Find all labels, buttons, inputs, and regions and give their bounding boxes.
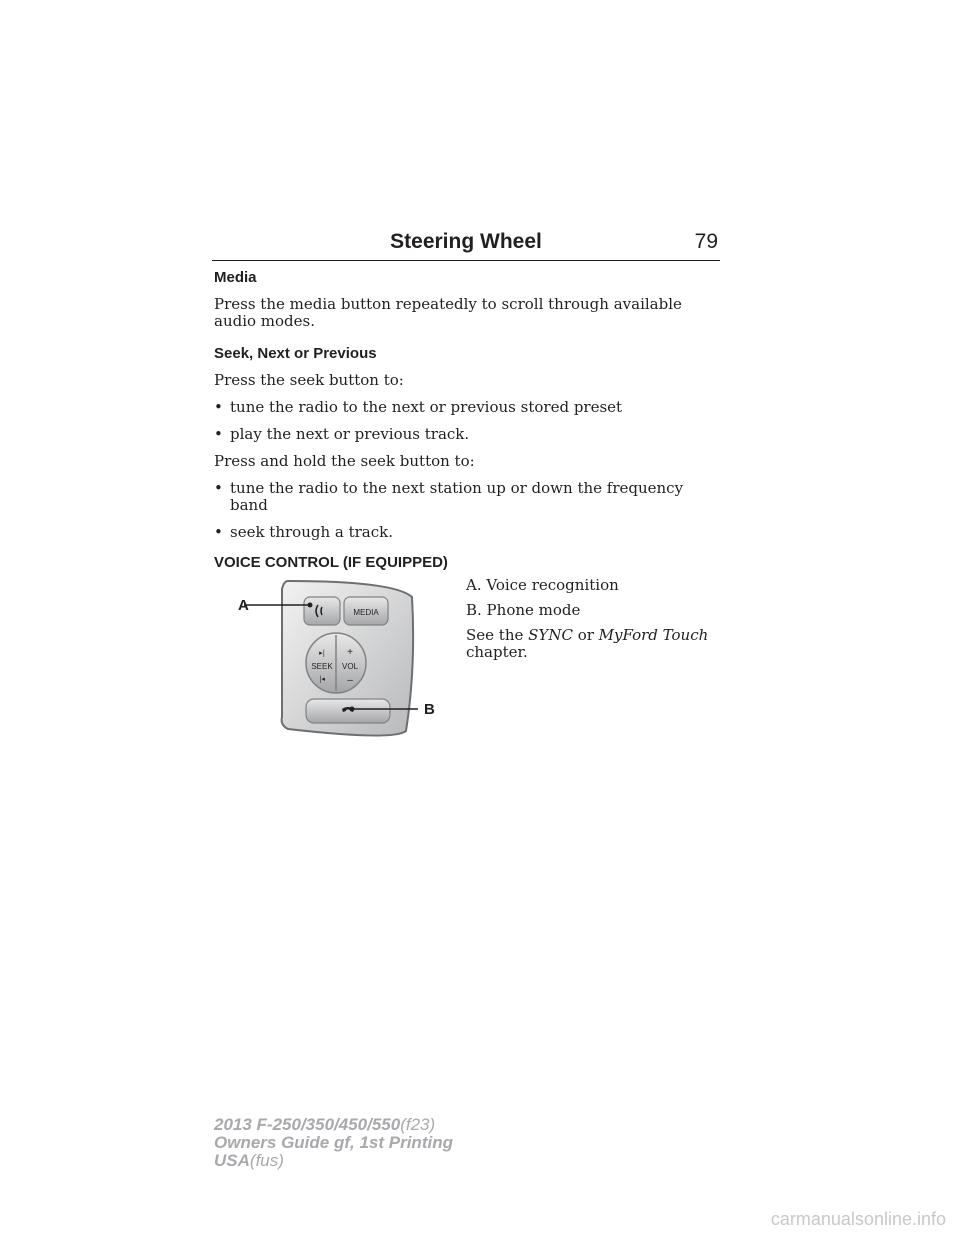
page-footer	[214, 1116, 453, 1170]
volume-up-icon: +	[347, 647, 353, 658]
next-track-icon: ▸|	[319, 649, 325, 657]
phone-button	[306, 699, 390, 723]
callout-label-b: B	[424, 701, 435, 718]
vol-label: VOL	[341, 662, 359, 671]
voice-button	[304, 597, 340, 625]
watermark: carmanualsonline.info	[770, 1209, 946, 1229]
section-title: Steering Wheel	[390, 230, 542, 253]
list-item: • play the next or previous track.	[214, 425, 470, 443]
seek-hold-intro: Press and hold the seek button to:	[214, 452, 475, 470]
list-item: • seek through a track.	[214, 523, 394, 541]
page-number: 79	[694, 230, 718, 253]
footer-line-region: USA(fus)	[214, 1151, 284, 1170]
media-text: Press the media button repeatedly to scroll through available audio modes.	[214, 295, 682, 330]
seek-heading: Seek, Next or Previous	[214, 345, 377, 362]
list-item: • tune the radio to the next or previous stored preset	[214, 398, 623, 416]
voice-section	[214, 577, 724, 757]
footer-line-guide: Owners Guide gf, 1st Printing	[214, 1133, 453, 1152]
media-label: MEDIA	[353, 608, 379, 617]
footer-line-model: 2013 F-250/350/450/550(f23)	[214, 1115, 436, 1134]
item-a-text: A. Voice recognition	[466, 576, 619, 594]
voice-heading: VOICE CONTROL (IF EQUIPPED)	[214, 554, 448, 571]
see-chapter-text: See the SYNC or MyFord Touch chapter.	[466, 626, 709, 661]
volume-down-icon: –	[347, 675, 353, 686]
callout-label-a: A	[238, 597, 249, 614]
page-header	[212, 226, 720, 261]
page-content	[214, 268, 724, 757]
voice-text	[466, 577, 726, 661]
seek-intro: Press the seek button to:	[214, 371, 404, 389]
list-item: • tune the radio to the next station up or down the frequency band	[214, 479, 684, 514]
steering-wheel-controls-figure	[238, 577, 444, 747]
media-heading: Media	[214, 269, 257, 286]
previous-track-icon: |◂	[319, 675, 325, 683]
item-b-text: B. Phone mode	[466, 601, 581, 619]
seek-label: SEEK	[311, 662, 333, 671]
